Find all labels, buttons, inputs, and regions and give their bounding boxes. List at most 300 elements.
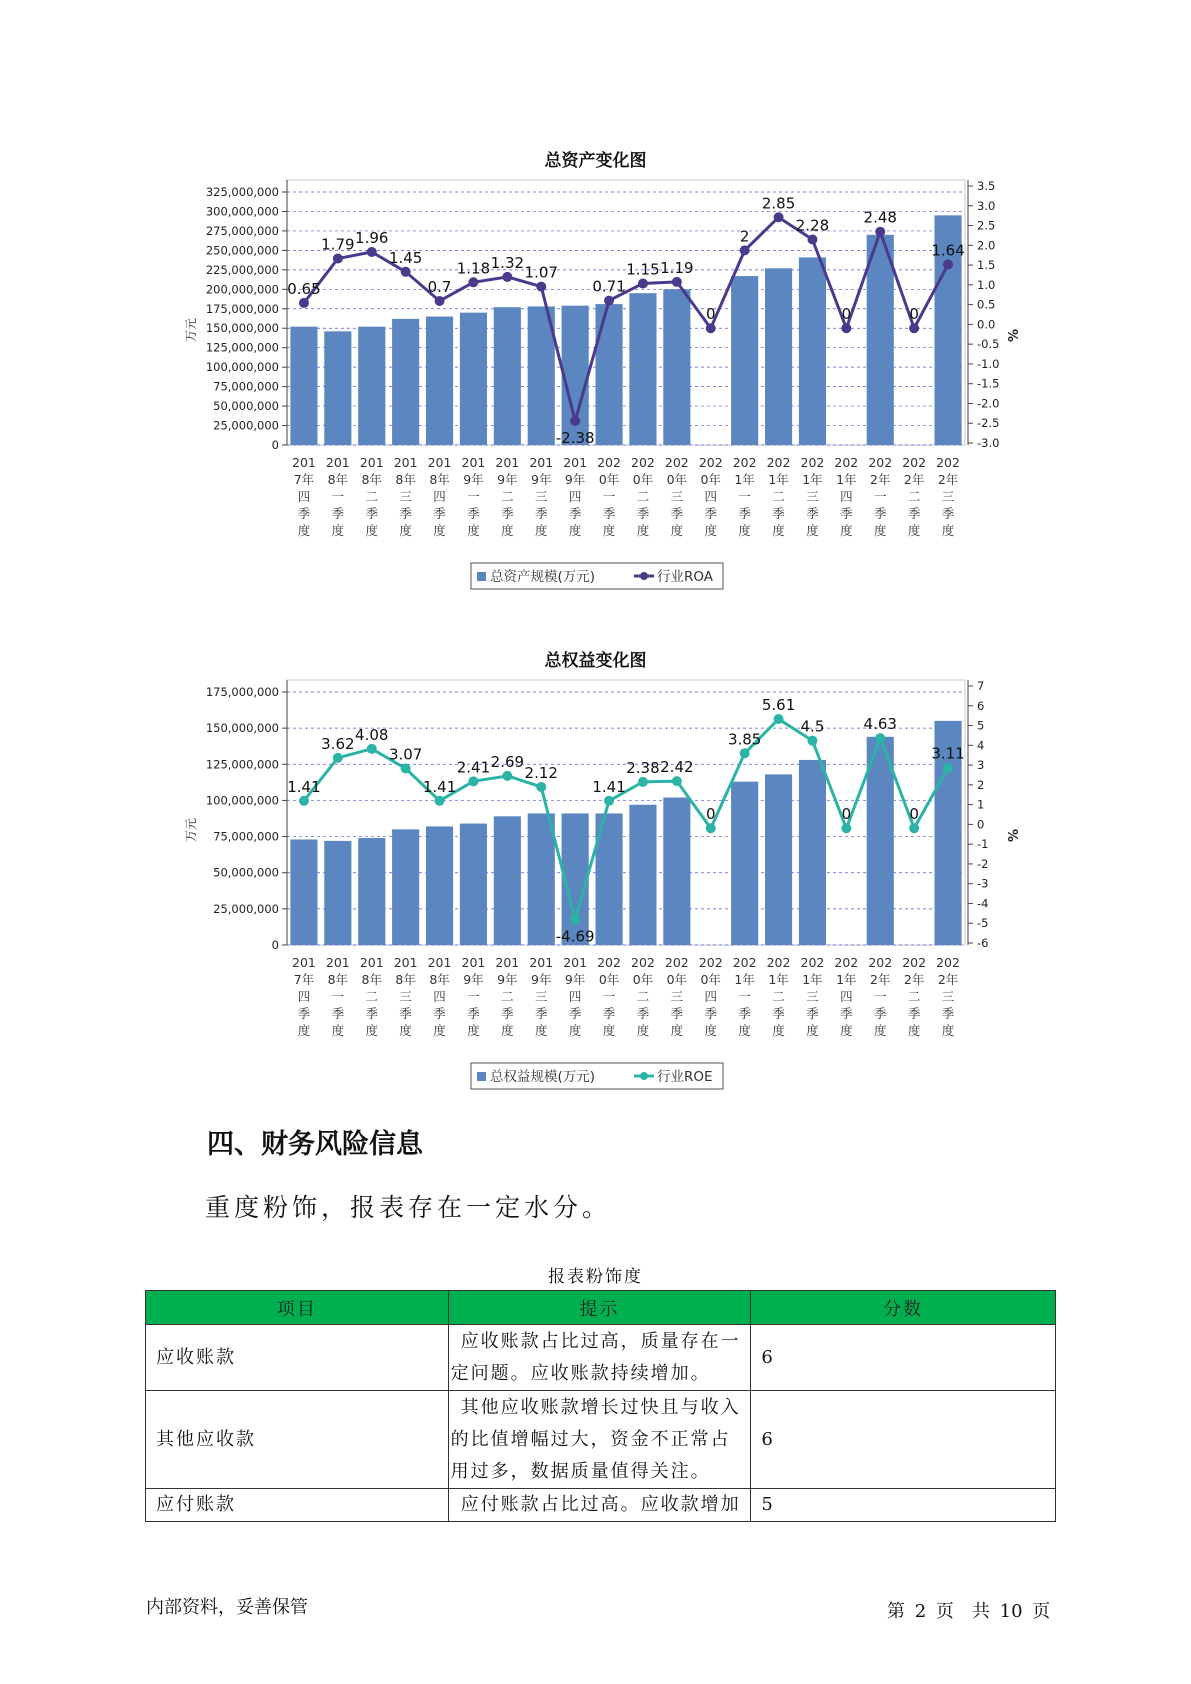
assets-category-label: 201 [325, 455, 350, 470]
equity-point [435, 796, 445, 806]
equity-category-label: 2年 [937, 972, 959, 987]
assets-category-label: 四 [433, 489, 446, 504]
chart2-title: 总权益变化图 [544, 651, 647, 671]
equity-category-label: 度 [806, 1023, 819, 1038]
equity-category-label: 9年 [564, 972, 586, 987]
assets-point [502, 272, 512, 282]
row-score: 5 [751, 1489, 1056, 1522]
equity-category-label: 度 [365, 1023, 379, 1038]
equity-bar [392, 829, 419, 945]
assets-point [604, 296, 614, 306]
equity-category-label: 度 [907, 1023, 921, 1038]
equity-left-tick-label: 50,000,000 [213, 865, 279, 880]
assets-category-label: 201 [563, 455, 588, 470]
equity-category-label: 度 [602, 1023, 616, 1038]
assets-point [841, 323, 851, 333]
assets-category-label: 1年 [734, 472, 755, 487]
equity-category-label: 季 [670, 1006, 684, 1021]
equity-category-label: 202 [664, 955, 689, 970]
assets-category-label: 季 [602, 506, 616, 521]
equity-category-label: 202 [766, 955, 791, 970]
equity-category-label: 9年 [497, 972, 518, 987]
assets-category-label: 二 [365, 489, 379, 504]
equity-bar [290, 839, 317, 945]
assets-point-label: 2 [739, 227, 750, 246]
assets-category-label: 三 [941, 489, 955, 504]
assets-category-label: 一 [602, 489, 616, 504]
assets-right-unit: % [1007, 328, 1022, 342]
equity-right-unit: % [1007, 828, 1022, 842]
equity-category-label: 8年 [361, 972, 382, 987]
assets-category-label: 度 [602, 523, 616, 538]
equity-category-label: 0年 [700, 972, 721, 987]
assets-point-label: 0 [909, 305, 919, 324]
assets-category-label: 二 [907, 489, 921, 504]
equity-right-tick-label: 7 [977, 679, 985, 693]
assets-category-label: 度 [738, 523, 751, 538]
assets-point-label: 1.07 [524, 263, 558, 282]
equity-right-tick-label: 3 [977, 758, 985, 773]
assets-category-label: 度 [501, 523, 514, 538]
equity-category-label: 201 [427, 955, 452, 970]
footer-confidential: 内部资料，妥善保管 [146, 1597, 308, 1618]
assets-category-label: 度 [670, 523, 684, 538]
assets-legend-line-label: 行业ROA [657, 569, 714, 585]
equity-bar [528, 813, 555, 945]
equity-category-label: 9年 [531, 972, 552, 987]
equity-category-label: 四 [704, 989, 718, 1004]
equity-category-label: 202 [597, 955, 621, 970]
assets-left-tick-label: 275,000,000 [205, 223, 279, 238]
equity-bar [494, 816, 521, 945]
equity-category-label: 2年 [903, 972, 925, 987]
assets-legend-bar-swatch [477, 572, 486, 581]
row-score: 6 [751, 1325, 1056, 1391]
assets-bar [629, 293, 656, 445]
assets-category-label: 9年 [564, 472, 586, 487]
assets-category-label: 9年 [531, 472, 552, 487]
row-hint: 应收账款占比过高，质量存在一定问题。应收账款持续增加。 [448, 1325, 751, 1391]
assets-point-label: 1.79 [321, 235, 355, 254]
assets-right-tick-label: -3.0 [977, 436, 1000, 450]
assets-category-label: 度 [941, 523, 955, 538]
assets-point [401, 267, 411, 277]
equity-category-label: 季 [636, 1006, 650, 1021]
assets-bar [765, 268, 792, 445]
equity-category-label: 度 [738, 1023, 751, 1038]
header-score: 分数 [751, 1291, 1056, 1325]
equity-category-label: 度 [467, 1023, 480, 1038]
assets-left-tick-label: 50,000,000 [213, 399, 279, 414]
assets-point [435, 296, 445, 306]
equity-bar [867, 737, 894, 945]
equity-right-tick-label: -3 [977, 876, 989, 891]
equity-category-label: 202 [698, 955, 723, 970]
equity-right-tick-label: 6 [977, 698, 985, 713]
assets-right-tick-label: 0.0 [977, 317, 996, 332]
total-equity-chart [0, 670, 1191, 1090]
equity-category-label: 季 [941, 1006, 955, 1021]
equity-category-label: 二 [772, 989, 785, 1004]
row-hint: 其他应收账款增长过快且与收入的比值增幅过大，资金不正常占用过多，数据质量值得关注。 [448, 1391, 751, 1489]
equity-bar [324, 841, 351, 945]
header-item: 项目 [146, 1291, 449, 1325]
equity-point [807, 736, 817, 746]
equity-point [570, 915, 580, 925]
equity-category-label: 季 [365, 1006, 379, 1021]
equity-category-label: 度 [873, 1023, 887, 1038]
equity-point [909, 823, 919, 833]
assets-point-label: 1.18 [456, 259, 491, 278]
table-caption: 报表粉饰度 [548, 1267, 643, 1287]
equity-category-label: 一 [467, 989, 480, 1004]
equity-point [774, 714, 784, 724]
row-item: 应收账款 [146, 1325, 449, 1391]
assets-point [672, 277, 682, 287]
assets-category-label: 四 [297, 489, 311, 504]
assets-category-label: 201 [427, 455, 452, 470]
equity-legend-line-marker [640, 1072, 648, 1080]
equity-category-label: 2年 [870, 972, 891, 987]
assets-category-label: 8年 [361, 472, 382, 487]
assets-point-label: 1.45 [388, 248, 423, 267]
equity-category-label: 度 [670, 1023, 684, 1038]
assets-point [807, 234, 817, 244]
equity-point-label: -4.69 [555, 927, 595, 946]
section-heading: 四、财务风险信息 [207, 1129, 423, 1160]
assets-category-label: 季 [907, 506, 921, 521]
equity-bar [765, 774, 792, 945]
assets-category-label: 一 [331, 489, 345, 504]
equity-right-tick-label: -4 [977, 896, 989, 911]
assets-left-tick-label: 150,000,000 [205, 321, 279, 336]
assets-left-tick-label: 25,000,000 [213, 418, 279, 433]
assets-category-label: 季 [501, 506, 514, 521]
equity-category-label: 度 [941, 1023, 955, 1038]
equity-right-tick-label: -6 [977, 936, 989, 950]
risk-table [145, 1290, 1056, 1522]
assets-left-tick-label: 125,000,000 [205, 340, 279, 355]
equity-category-label: 202 [936, 955, 960, 970]
equity-point [333, 753, 343, 763]
equity-point [841, 823, 851, 833]
assets-category-label: 四 [840, 489, 853, 504]
assets-category-label: 一 [467, 489, 480, 504]
assets-category-label: 7年 [293, 472, 315, 487]
assets-left-tick-label: 325,000,000 [205, 185, 279, 199]
equity-category-label: 二 [907, 989, 921, 1004]
equity-category-label: 季 [534, 1006, 548, 1021]
assets-point [468, 277, 478, 287]
assets-category-label: 201 [292, 455, 316, 470]
table-row [146, 1391, 1056, 1489]
equity-category-label: 季 [331, 1006, 345, 1021]
row-hint: 应付账款占比过高。应收款增加 [448, 1489, 751, 1522]
assets-point [740, 245, 750, 255]
assets-left-tick-label: 300,000,000 [205, 204, 279, 219]
assets-category-label: 202 [597, 455, 621, 470]
assets-right-tick-label: -1.0 [977, 356, 1000, 371]
equity-legend-bar-swatch [477, 1072, 486, 1081]
assets-category-label: 度 [840, 523, 853, 538]
equity-point [536, 782, 546, 792]
assets-category-label: 202 [698, 455, 723, 470]
assets-category-label: 1年 [768, 472, 789, 487]
assets-bar [290, 327, 317, 445]
equity-category-label: 202 [834, 955, 859, 970]
header-hint: 提示 [448, 1291, 751, 1325]
assets-category-label: 201 [393, 455, 418, 470]
assets-category-label: 202 [936, 455, 960, 470]
assets-category-label: 202 [766, 455, 791, 470]
equity-category-label: 9年 [463, 972, 484, 987]
assets-category-label: 0年 [700, 472, 721, 487]
assets-point [875, 227, 885, 237]
assets-category-label: 季 [568, 506, 582, 521]
equity-category-label: 四 [433, 989, 446, 1004]
assets-bar [731, 276, 758, 445]
assets-bar [392, 319, 419, 445]
equity-category-label: 202 [902, 955, 927, 970]
assets-category-label: 季 [331, 506, 345, 521]
equity-right-tick-label: 2 [977, 777, 985, 792]
equity-left-tick-label: 175,000,000 [205, 685, 279, 699]
assets-point-label: 0.65 [287, 279, 321, 298]
equity-point [468, 776, 478, 786]
equity-category-label: 8年 [429, 972, 450, 987]
assets-category-label: 202 [868, 455, 893, 470]
equity-left-tick-label: 25,000,000 [213, 901, 279, 916]
assets-category-label: 201 [359, 455, 384, 470]
footer-page-number: 第 2 页 共 10 页 [887, 1601, 1051, 1622]
assets-point-label: 1.96 [355, 228, 389, 247]
assets-bar [799, 257, 826, 445]
assets-point-label: -2.38 [555, 428, 595, 447]
equity-point-label: 4.63 [863, 715, 897, 734]
assets-legend-line-marker [640, 572, 648, 580]
assets-point-label: 0.71 [592, 277, 626, 296]
equity-category-label: 202 [631, 955, 655, 970]
equity-category-label: 二 [501, 989, 514, 1004]
assets-point [943, 259, 953, 269]
assets-point-label: 2.48 [863, 208, 897, 227]
assets-point [299, 298, 309, 308]
equity-category-label: 201 [359, 955, 384, 970]
equity-bar [799, 760, 826, 945]
assets-category-label: 201 [461, 455, 486, 470]
assets-category-label: 三 [399, 489, 412, 504]
assets-left-tick-label: 225,000,000 [205, 262, 279, 277]
equity-left-tick-label: 125,000,000 [205, 757, 279, 772]
total-assets-chart [0, 170, 1191, 590]
assets-bar [324, 331, 351, 445]
equity-category-label: 三 [534, 989, 548, 1004]
table-row [146, 1489, 1056, 1522]
assets-category-label: 度 [907, 523, 921, 538]
assets-bar [595, 304, 622, 445]
equity-point-label: 2.38 [626, 758, 660, 777]
equity-category-label: 度 [704, 1023, 718, 1038]
equity-category-label: 季 [840, 1006, 853, 1021]
equity-point [367, 744, 377, 754]
equity-bar [663, 798, 690, 945]
equity-category-label: 一 [331, 989, 345, 1004]
assets-category-label: 0年 [598, 472, 620, 487]
assets-bar [663, 289, 690, 445]
equity-left-tick-label: 100,000,000 [205, 793, 279, 808]
assets-left-tick-label: 175,000,000 [205, 301, 279, 316]
assets-category-label: 一 [738, 489, 751, 504]
equity-bar [629, 805, 656, 945]
assets-bar [358, 327, 385, 445]
row-score: 6 [751, 1391, 1056, 1489]
equity-category-label: 1年 [734, 972, 755, 987]
equity-category-label: 季 [297, 1006, 311, 1021]
equity-category-label: 202 [868, 955, 893, 970]
assets-category-label: 季 [873, 506, 887, 521]
assets-category-label: 三 [670, 489, 684, 504]
assets-category-label: 季 [840, 506, 853, 521]
assets-category-label: 度 [873, 523, 887, 538]
equity-category-label: 季 [433, 1006, 446, 1021]
assets-category-label: 二 [772, 489, 785, 504]
assets-point-label: 0 [705, 305, 716, 324]
assets-right-tick-label: 2.0 [977, 238, 996, 253]
equity-category-label: 度 [568, 1023, 582, 1038]
assets-right-tick-label: -2.0 [977, 396, 1000, 411]
equity-category-label: 三 [806, 989, 819, 1004]
equity-bar [460, 824, 487, 945]
equity-left-tick-label: 150,000,000 [205, 721, 279, 736]
equity-category-label: 度 [297, 1023, 311, 1038]
assets-right-tick-label: 0.5 [977, 297, 996, 312]
equity-category-label: 季 [772, 1006, 785, 1021]
assets-category-label: 一 [873, 489, 887, 504]
equity-right-tick-label: 4 [977, 738, 985, 753]
assets-category-label: 三 [806, 489, 819, 504]
equity-category-label: 季 [806, 1006, 819, 1021]
assets-category-label: 度 [331, 523, 345, 538]
equity-point-label: 3.85 [727, 730, 762, 749]
equity-point [740, 748, 750, 758]
assets-bar [867, 235, 894, 445]
equity-point-label: 2.42 [660, 758, 694, 777]
equity-left-tick-label: 0 [271, 938, 279, 952]
equity-point-label: 1.41 [287, 777, 321, 796]
assets-point-label: 1.32 [490, 253, 525, 272]
row-item: 其他应收款 [146, 1391, 449, 1489]
equity-category-label: 四 [297, 989, 311, 1004]
assets-left-tick-label: 100,000,000 [205, 360, 279, 375]
assets-bar [494, 307, 521, 445]
equity-right-tick-label: -2 [977, 856, 989, 871]
equity-category-label: 201 [325, 955, 350, 970]
equity-category-label: 三 [941, 989, 955, 1004]
equity-category-label: 三 [670, 989, 684, 1004]
equity-point-label: 2.12 [524, 763, 558, 782]
assets-category-label: 四 [568, 489, 582, 504]
equity-category-label: 1年 [768, 972, 789, 987]
chart1-title: 总资产变化图 [544, 151, 647, 171]
equity-category-label: 四 [568, 989, 582, 1004]
assets-point-label: 0 [841, 305, 852, 324]
assets-category-label: 9年 [463, 472, 484, 487]
assets-category-label: 度 [772, 523, 785, 538]
assets-category-label: 度 [704, 523, 718, 538]
equity-legend-bar-label: 总权益规模(万元) [490, 1069, 596, 1085]
assets-category-label: 二 [636, 489, 650, 504]
assets-category-label: 季 [704, 506, 718, 521]
equity-category-label: 1年 [802, 972, 823, 987]
equity-bar [731, 782, 758, 945]
equity-point-label: 1.41 [422, 777, 457, 796]
assets-point-label: 0.7 [427, 277, 452, 296]
assets-category-label: 二 [501, 489, 514, 504]
assets-category-label: 0年 [666, 472, 688, 487]
equity-category-label: 202 [800, 955, 825, 970]
assets-category-label: 季 [941, 506, 955, 521]
assets-category-label: 度 [467, 523, 480, 538]
assets-category-label: 202 [631, 455, 655, 470]
assets-category-label: 202 [834, 455, 859, 470]
equity-category-label: 季 [602, 1006, 616, 1021]
assets-category-label: 度 [365, 523, 379, 538]
assets-right-tick-label: -2.5 [977, 416, 1000, 431]
assets-point [638, 278, 648, 288]
equity-category-label: 季 [399, 1006, 412, 1021]
assets-point [333, 254, 343, 264]
equity-point-label: 4.5 [800, 717, 825, 736]
row-item: 应付账款 [146, 1489, 449, 1522]
assets-category-label: 季 [297, 506, 311, 521]
equity-right-tick-label: -5 [977, 916, 989, 931]
assets-point [774, 212, 784, 222]
assets-category-label: 8年 [429, 472, 450, 487]
equity-category-label: 季 [873, 1006, 887, 1021]
equity-left-unit: 万元 [184, 817, 198, 842]
equity-category-label: 度 [534, 1023, 548, 1038]
equity-point-label: 3.11 [931, 744, 965, 763]
equity-category-label: 201 [393, 955, 418, 970]
assets-point-label: 2.28 [795, 216, 830, 235]
assets-category-label: 8年 [327, 472, 349, 487]
equity-category-label: 季 [501, 1006, 514, 1021]
assets-right-tick-label: 3.5 [977, 179, 996, 193]
assets-left-unit: 万元 [184, 317, 198, 342]
assets-category-label: 四 [704, 489, 718, 504]
equity-category-label: 季 [568, 1006, 582, 1021]
assets-category-label: 度 [399, 523, 412, 538]
equity-point [943, 763, 953, 773]
assets-point [367, 247, 377, 257]
assets-category-label: 季 [636, 506, 650, 521]
assets-category-label: 1年 [836, 472, 857, 487]
equity-point-label: 2.69 [490, 752, 525, 771]
assets-category-label: 季 [670, 506, 684, 521]
equity-category-label: 季 [704, 1006, 718, 1021]
assets-right-tick-label: -1.5 [977, 376, 1000, 391]
equity-category-label: 度 [772, 1023, 785, 1038]
assets-category-label: 202 [800, 455, 825, 470]
equity-point-label: 4.08 [355, 725, 389, 744]
assets-bar [426, 317, 453, 445]
equity-category-label: 一 [738, 989, 751, 1004]
assets-category-label: 2年 [903, 472, 925, 487]
equity-category-label: 一 [873, 989, 887, 1004]
assets-category-label: 202 [664, 455, 689, 470]
equity-category-label: 度 [501, 1023, 514, 1038]
assets-category-label: 季 [365, 506, 379, 521]
